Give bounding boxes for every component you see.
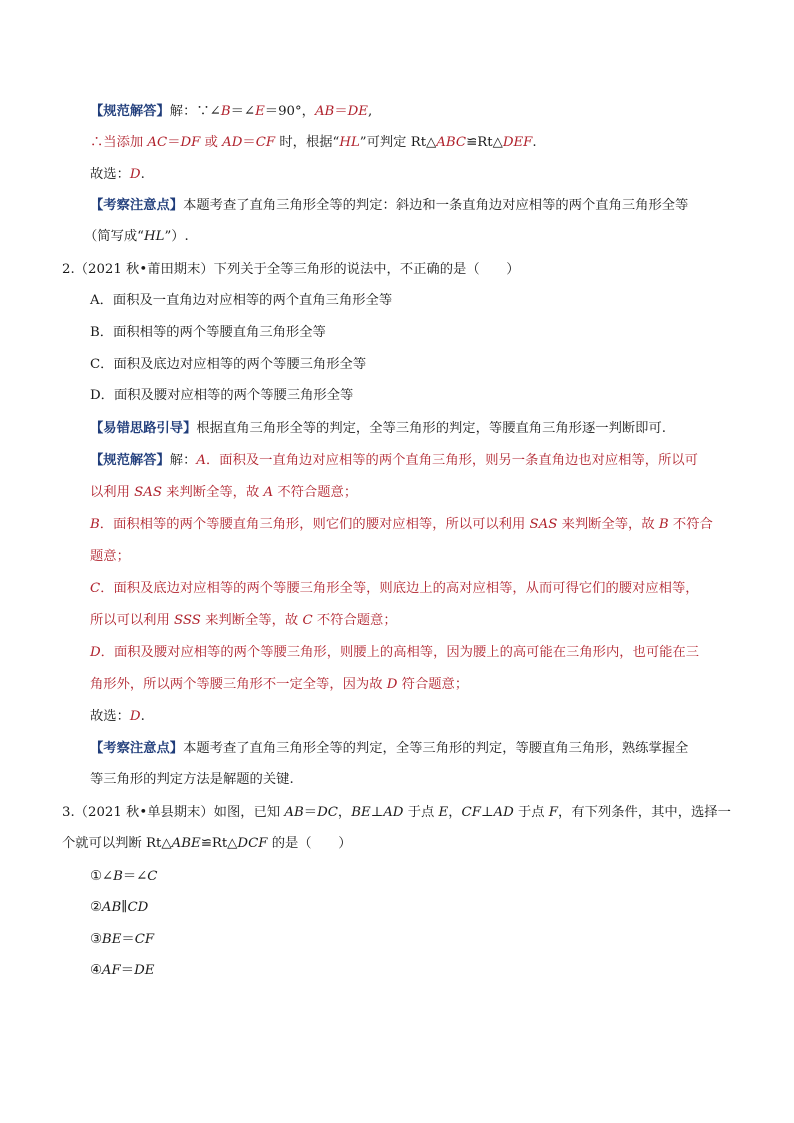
answer-tag: 【规范解答】 bbox=[90, 104, 170, 119]
q3-condition-3: ③BE＝CF bbox=[90, 932, 155, 947]
note-tag: 【考察注意点】 bbox=[90, 741, 184, 756]
q2-answer-line-3: B．面积相等的两个等腰直角三角形，则它们的腰对应相等，所以可以利用 SAS 来判断全等，故 B 不符合 bbox=[90, 517, 713, 532]
question-3-stem: 3.（2021 秋•单县期末）如图，已知 AB＝DC，BE⊥AD 于点 E，CF⊥AD 于点 F，有下列条件，其中，选择一 bbox=[62, 805, 731, 820]
question-3-stem-2: 个就可以判断 Rt△ABE≌Rt△DCF 的是（ ） bbox=[62, 836, 352, 851]
block1-choose-line: 故选：D. bbox=[90, 167, 145, 182]
guide-tag: 【易错思路引导】 bbox=[90, 421, 197, 436]
q2-choose-line: 故选：D. bbox=[90, 709, 145, 724]
q2-answer-line-4: 题意； bbox=[90, 549, 130, 564]
q3-condition-4: ④AF＝DE bbox=[90, 963, 155, 978]
block1-note-line-2: （简写成“HL”）. bbox=[84, 229, 189, 244]
q2-answer-line-2: 以利用 SAS 来判断全等，故 A 不符合题意； bbox=[90, 485, 358, 500]
block1-therefore-line: ∴当添加 AC＝DF 或 AD＝CF 时，根据“HL”可判定 Rt△ABC≌Rt△DEF. bbox=[90, 135, 537, 150]
q2-note-line-1: 【考察注意点】本题考查了直角三角形全等的判定，全等三角形的判定，等腰直角三角形，熟练掌握全 bbox=[90, 741, 689, 756]
question-2-stem: 2.（2021 秋•莆田期末）下列关于全等三角形的说法中，不正确的是（ ） bbox=[62, 262, 520, 277]
answer-tag: 【规范解答】 bbox=[90, 453, 170, 468]
q2-option-c: C．面积及底边对应相等的两个等腰三角形全等 bbox=[90, 357, 367, 372]
q3-condition-1: ①∠B＝∠C bbox=[90, 869, 158, 884]
note-tag: 【考察注意点】 bbox=[90, 198, 184, 213]
q2-answer-line-5: C．面积及底边对应相等的两个等腰三角形全等，则底边上的高对应相等，从而可得它们的腰对应相等， bbox=[90, 581, 699, 596]
q3-condition-2: ②AB∥CD bbox=[90, 900, 149, 915]
q2-option-d: D．面积及腰对应相等的两个等腰三角形全等 bbox=[90, 388, 354, 403]
q2-answer-line-8: 角形外，所以两个等腰三角形不一定全等，因为故 D 符合题意； bbox=[90, 677, 469, 692]
block1-note-line: 【考察注意点】本题考查了直角三角形全等的判定：斜边和一条直角边对应相等的两个直角三角形全等 bbox=[90, 198, 689, 213]
q2-answer-line-6: 所以可以利用 SSS 来判断全等，故 C 不符合题意； bbox=[90, 613, 397, 628]
q2-answer-line-7: D．面积及腰对应相等的两个等腰三角形，则腰上的高相等，因为腰上的高可能在三角形内，也可能在三 bbox=[90, 645, 700, 660]
q2-answer-line-1: 【规范解答】解：A．面积及一直角边对应相等的两个直角三角形，则另一条直角边也对应相等，所以可 bbox=[90, 453, 698, 468]
block1-answer-line: 【规范解答】解：∵∠B＝∠E＝90°，AB＝DE, bbox=[90, 104, 373, 119]
q2-guide-line: 【易错思路引导】根据直角三角形全等的判定，全等三角形的判定，等腰直角三角形逐一判断即可. bbox=[90, 421, 666, 436]
q2-option-b: B．面积相等的两个等腰直角三角形全等 bbox=[90, 325, 326, 340]
q2-option-a: A．面积及一直角边对应相等的两个直角三角形全等 bbox=[90, 293, 393, 308]
q2-note-line-2: 等三角形的判定方法是解题的关键. bbox=[90, 772, 294, 787]
